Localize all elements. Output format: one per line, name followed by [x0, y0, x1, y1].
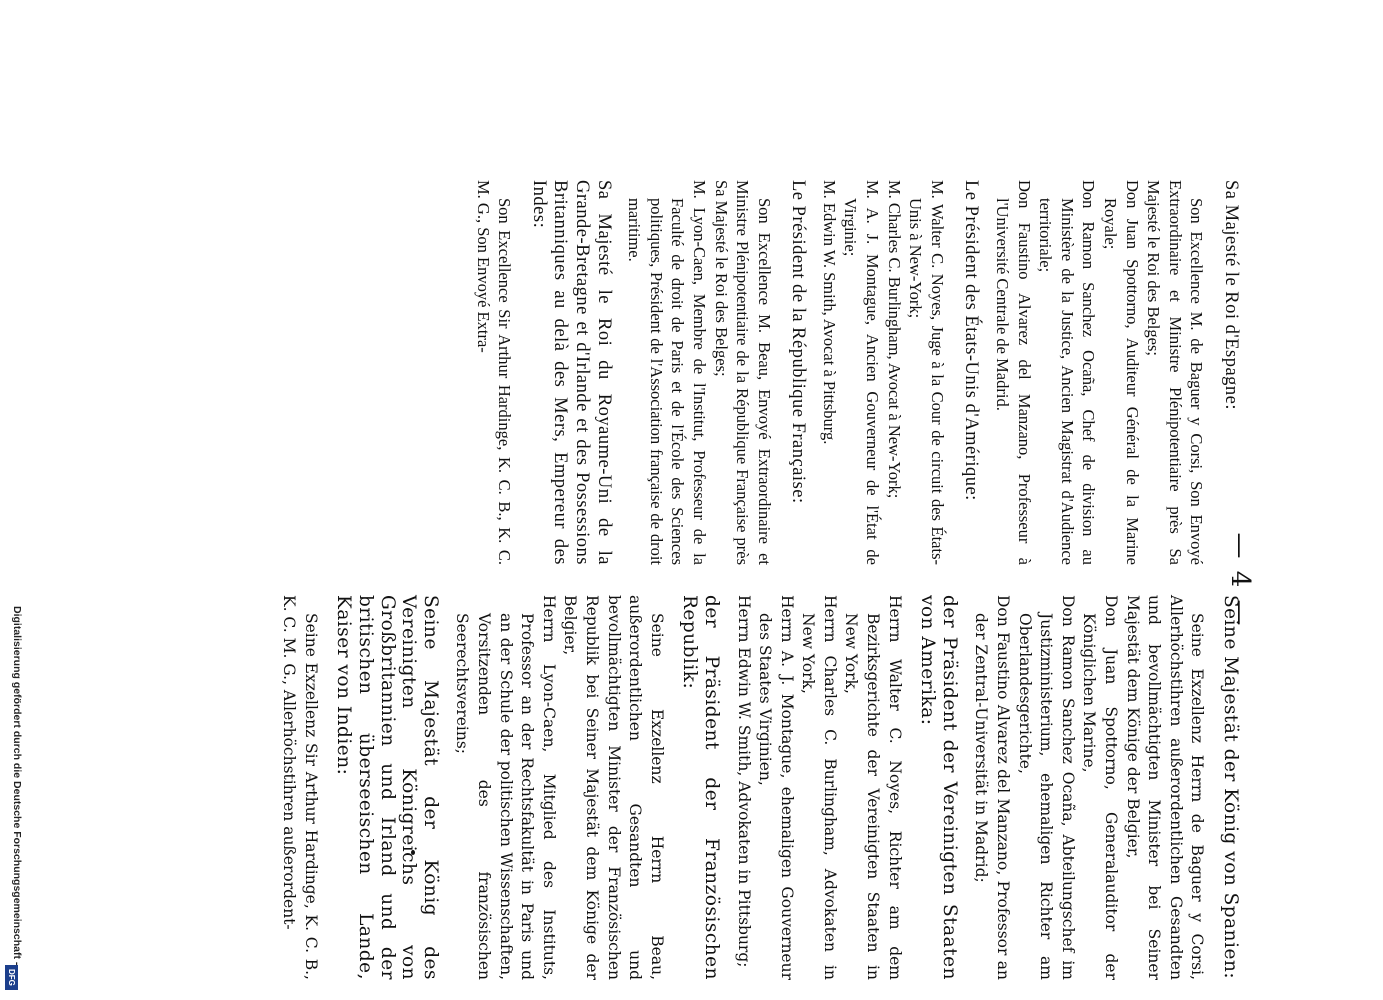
digitization-sidebar [3, 0, 23, 1000]
paragraph: Seine Exzellenz Herrn de Baguer y Corsi, Allerhöchstihren außerordentlichen Gesandten und bevollmächtigten Minister bei Seiner Majestät dem Könige der Belgier, [1123, 595, 1207, 980]
paragraph: Herrn A. J. Montague, ehemaligen Gouverneur des Staates Virginien, [756, 595, 796, 980]
paragraph: Don Faustino Alvarez del Manzano, Professeur à l'Université Centrale de Madrid. [993, 180, 1034, 565]
section-heading: Sa Majesté le Roi d'Espagne: [1221, 180, 1241, 411]
french-column [462, 180, 1241, 565]
paragraph: Herrn Charles C. Burlingham, Advokaten in New York, [799, 595, 839, 980]
section-spain [991, 180, 1241, 565]
paragraph: Don Juan Spottorno, Generalauditor der Königlichen Marine, [1080, 595, 1121, 980]
paragraph: Herrn Walter C. Noyes, Richter am dem Bezirksgerichte der Vereinigten Staaten in New York, [842, 595, 904, 980]
section-heading: Sa Majesté le Roi du Royaume-Uni de la Grande-Bretagne et d'Irlande et des Possessions Britanniques au delà des Mers, Empereur des Indes: [528, 180, 614, 565]
paragraph: M. A. J. Montague, Ancien Gouverneur de l'État de Virginie; [841, 180, 883, 565]
section-spain [970, 595, 1241, 980]
paragraph: Son Excellence M. Beau, Envoyé Extraordinaire et Ministre Plénipotentiaire de la République Française près Sa Majesté le Roi des Belges; [711, 180, 774, 565]
section-heading: Le Président des États-Unis d'Amérique: [961, 180, 982, 501]
section-heading: der Präsident der Französischen Republik: [679, 595, 722, 980]
paragraph: Don Faustino Alvarez del Manzano, Professor an der Zentral-Universität in Madrid; [972, 595, 1013, 980]
paragraph: Son Excellence Sir Arthur Hardinge, K. C. B., K. C. M. G., Son Envoyé Extra- [473, 180, 515, 565]
section-heading: Seine Majestät der König von Spanien: [1220, 595, 1241, 980]
paragraph: Seine Exzellenz Sir Arthur Hardinge, K. C. B., K. C. M. G., Allerhöchstihren außerordent- [280, 595, 320, 980]
section-france [624, 180, 809, 565]
rotated-text-block [175, 180, 1255, 980]
section-france [451, 595, 722, 980]
section-heading: der Präsident der Vereinigten Staaten von Amerika: [917, 595, 960, 980]
paragraph: M. Lyon-Caen, Membre de l'Institut, Professeur de la Faculté de droit de Paris et de l'École des Sciences politiques, Président de l'Association française de droit maritime. [625, 180, 709, 565]
paragraph: Herrn Lyon-Caen, Mitglied des Instituts, Professor an der Rechtsfakultät in Paris und an der Schule der politischen Wissenschaften, Vorsitzenden des französischen Seerechtsvereins; [453, 595, 558, 980]
paragraph: Herrn Edwin W. Smith, Advokaten in Pittsburg; [734, 595, 753, 968]
paragraph: Don Ramon Sanchez Ocaña, Chef de division au Ministère de la Justice, Ancien Magistrat d'Audience territoriale; [1036, 180, 1099, 565]
paragraph: M. Edwin W. Smith, Avocat à Pittsburg. [819, 180, 839, 445]
paragraph: Seine Exzellenz Herrn Beau, außerordentlichen Gesandten und bevollmächtigten Minister der Französischen Republik bei Seiner Majestät dem Könige der Belgier, [561, 595, 666, 980]
section-united-states [818, 180, 981, 565]
paragraph: M. Charles C. Burlingham, Avocat à New-York; [884, 180, 904, 499]
paragraph: Don Juan Spottorno, Auditeur Général de la Marine Royale; [1101, 180, 1142, 565]
paragraph: M. Walter C. Noyes, Juge à la Cour de circuit des États-Unis à New-York; [906, 180, 947, 565]
page-number: — 4 — [1225, 532, 1255, 628]
german-column [268, 595, 1241, 980]
section-heading: Le Président de la République Française: [788, 180, 809, 504]
paragraph: Son Excellence M. de Baguer y Corsi, Son Envoyé Extraordinaire et Ministre Plénipotentiaire près Sa Majesté le Roi des Belges; [1144, 180, 1207, 565]
section-united-kingdom [472, 180, 614, 565]
paragraph: Don Ramon Sanchez Ocaña, Abteilungschef im Justizministerium, ehemaligen Richter am Oberlandesgerichte, [1015, 595, 1077, 980]
digitization-credit: Digitalisierung gefördert durch die Deutsche Forschungsgemeinschaft - [11, 606, 23, 966]
section-united-states [732, 595, 960, 980]
dfg-logo: DFG [5, 965, 18, 990]
section-heading: Seine Majestät der König des Vereinigten Königreichs von Großbritannien und Irland und der britischen überseeischen Lande, Kaiser von Indien: [333, 595, 441, 980]
section-united-kingdom [278, 595, 441, 980]
